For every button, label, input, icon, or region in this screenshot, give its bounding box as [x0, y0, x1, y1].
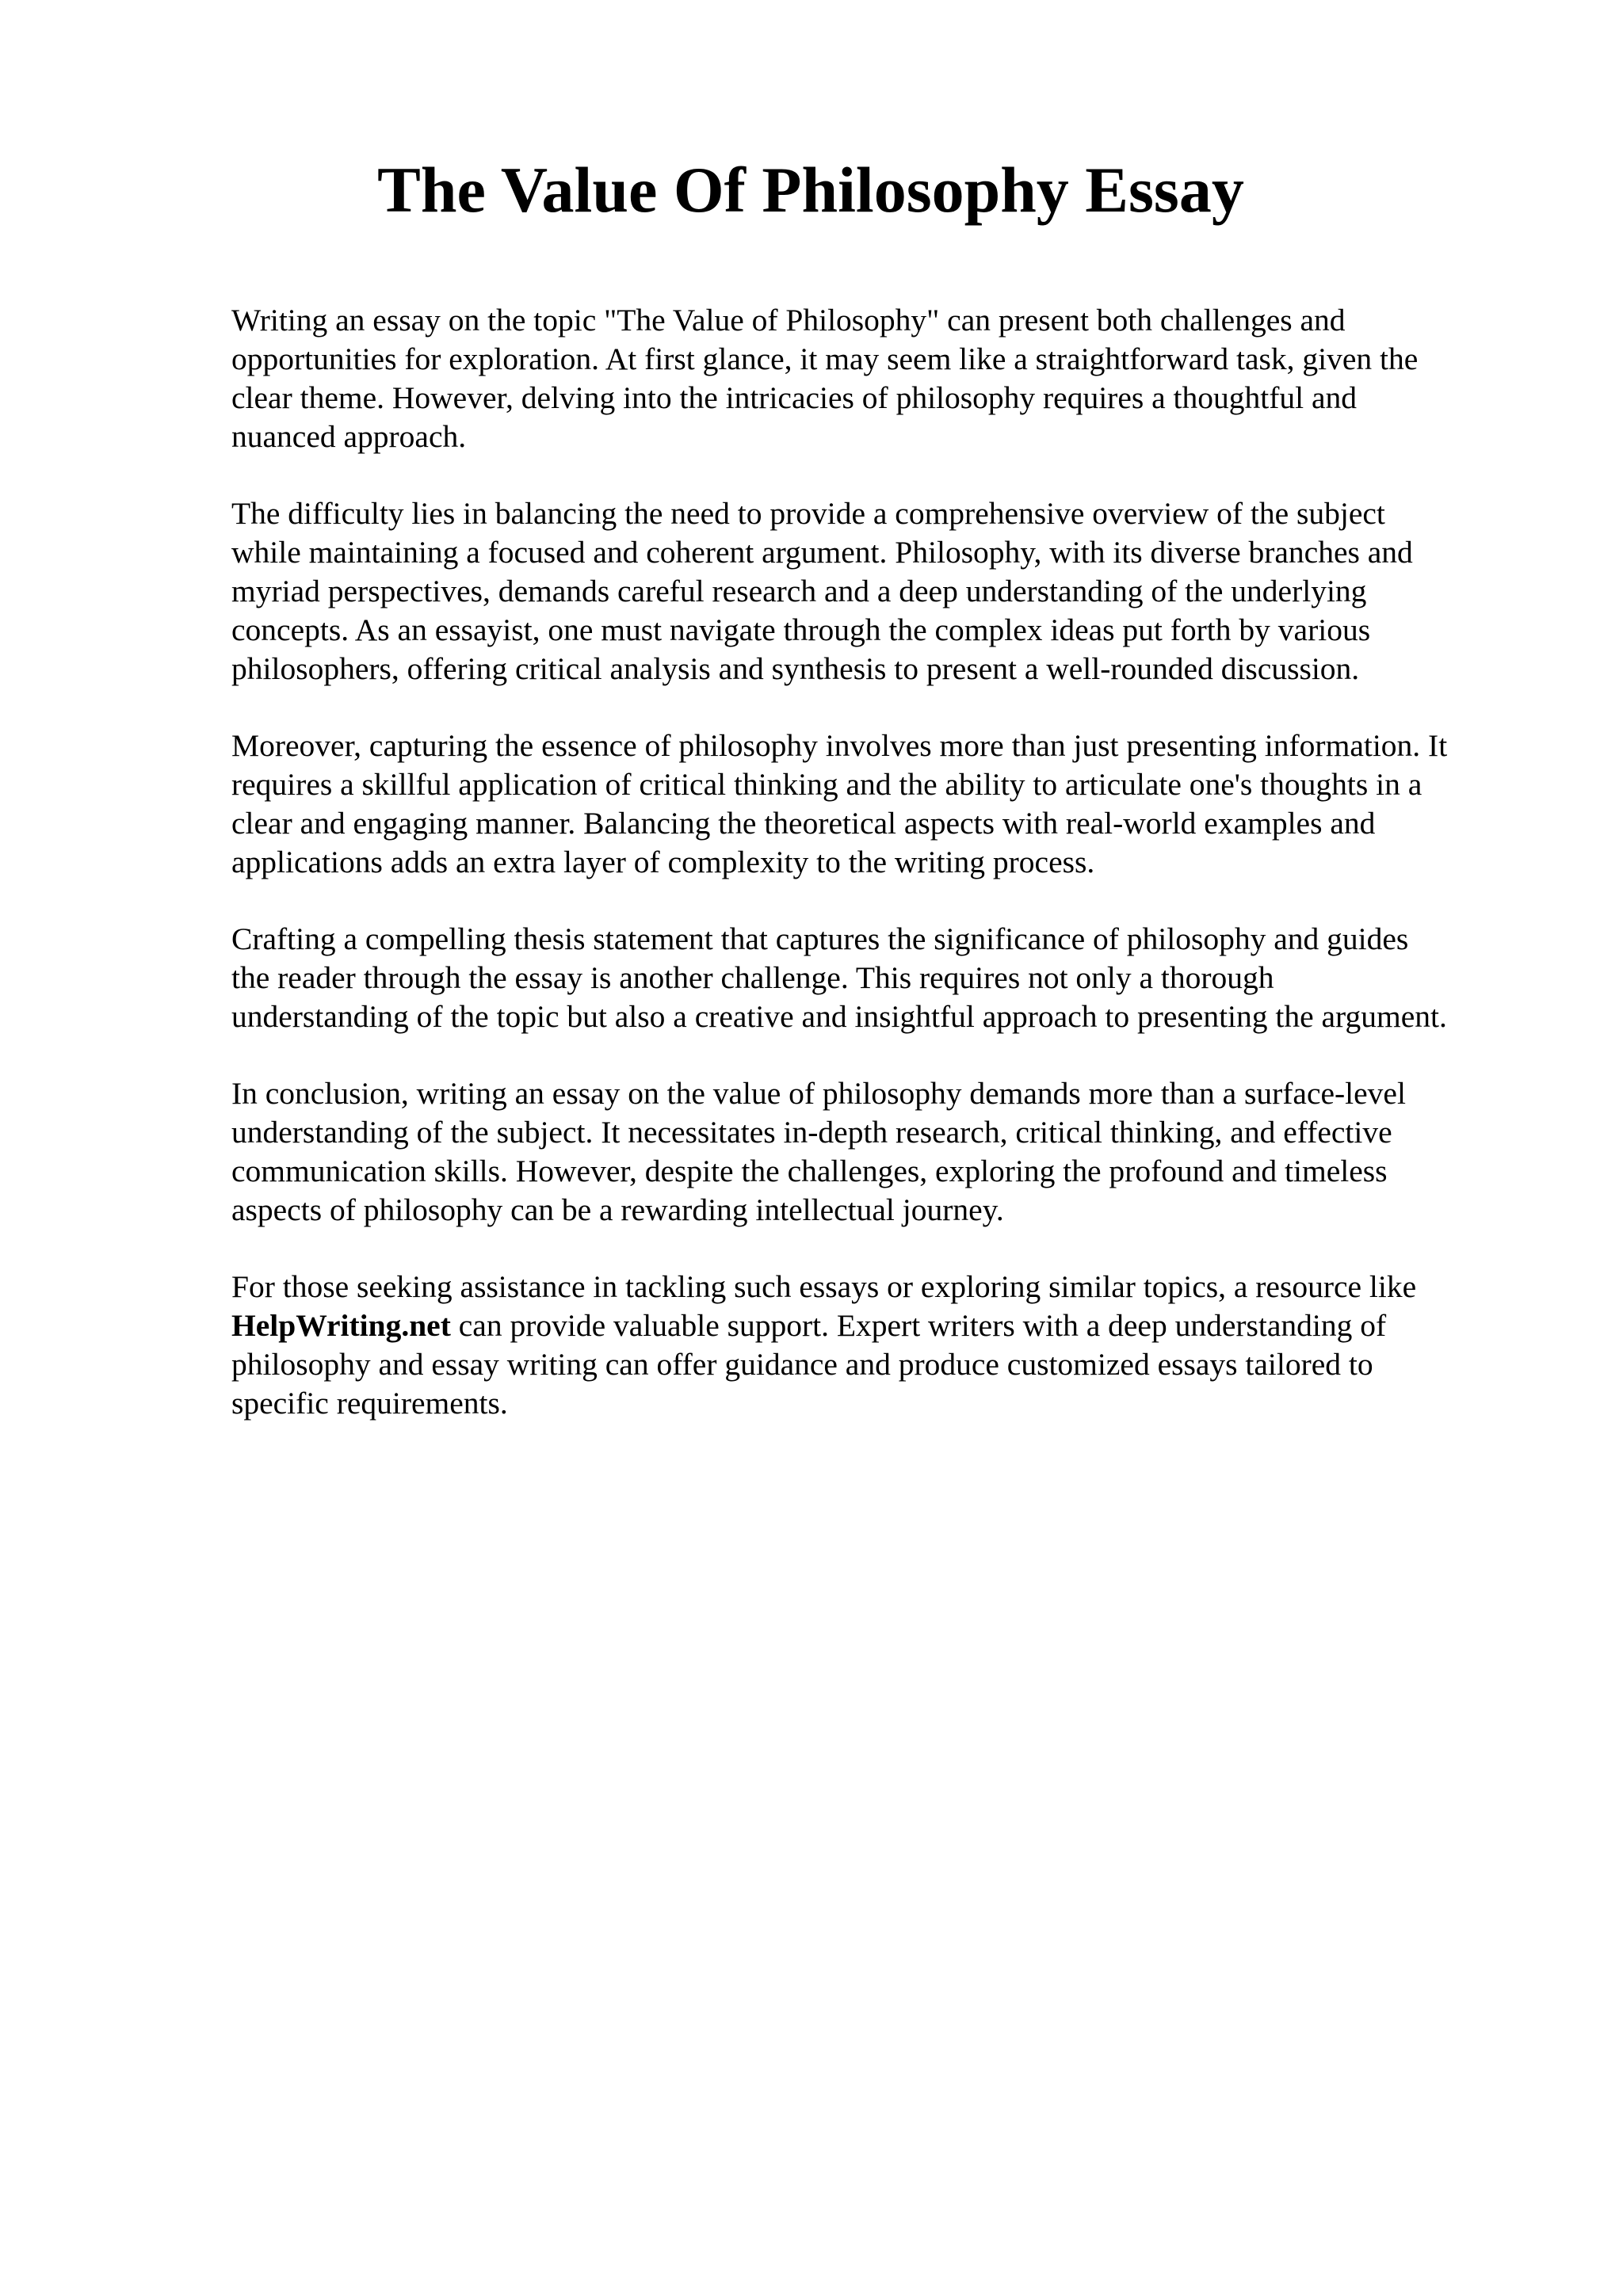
paragraph-line: applications adds an extra layer of complexity to the writing process. [231, 845, 1095, 879]
paragraph-line: Moreover, capturing the essence of philosophy involves more than just presenting information. It [231, 728, 1448, 763]
paragraph-line-rest: can provide valuable support. Expert writers with a deep understanding of [450, 1308, 1387, 1343]
paragraph-line: philosophy and essay writing can offer guidance and produce customized essays tailored to [231, 1347, 1373, 1382]
paragraph-line: Crafting a compelling thesis statement that captures the significance of philosophy and guides [231, 921, 1409, 956]
paragraph-line: myriad perspectives, demands careful research and a deep understanding of the underlying [231, 574, 1367, 608]
paragraph-line: In conclusion, writing an essay on the value of philosophy demands more than a surface-level [231, 1076, 1406, 1111]
paragraph-line: while maintaining a focused and coherent argument. Philosophy, with its diverse branches and [231, 535, 1413, 570]
paragraph-line: understanding of the subject. It necessitates in-depth research, critical thinking, and effective [231, 1115, 1392, 1150]
paragraph-line-with-brand [231, 1306, 1515, 1345]
paragraph-1 [231, 301, 1515, 456]
paragraph-line: The difficulty lies in balancing the need to provide a comprehensive overview of the subject [231, 496, 1385, 531]
paragraph-2 [231, 494, 1515, 688]
paragraph-3 [231, 727, 1515, 882]
paragraph-line: philosophers, offering critical analysis and synthesis to present a well-rounded discussion. [231, 651, 1360, 686]
paragraph-line: Writing an essay on the topic "The Value of Philosophy" can present both challenges and [231, 303, 1346, 338]
paragraph-line: opportunities for exploration. At first glance, it may seem like a straightforward task, given the [231, 341, 1419, 376]
paragraph-line: nuanced approach. [231, 419, 467, 454]
paragraph-line: understanding of the topic but also a creative and insightful approach to presenting the argument. [231, 999, 1447, 1034]
paragraph-4 [231, 920, 1515, 1036]
document-title: The Value Of Philosophy Essay [377, 154, 1244, 226]
paragraph-line: For those seeking assistance in tackling such essays or exploring similar topics, a resource like [231, 1269, 1417, 1304]
paragraph-5 [231, 1074, 1515, 1230]
document-body [231, 301, 1515, 1461]
paragraph-line: the reader through the essay is another challenge. This requires not only a thorough [231, 960, 1274, 995]
paragraph-line: clear and engaging manner. Balancing the theoretical aspects with real-world examples and [231, 806, 1376, 841]
paragraph-line: clear theme. However, delving into the intricacies of philosophy requires a thoughtful and [231, 380, 1357, 415]
paragraph-line: specific requirements. [231, 1386, 508, 1421]
paragraph-6 [231, 1268, 1515, 1423]
paragraph-line: concepts. As an essayist, one must navigate through the complex ideas put forth by various [231, 612, 1371, 647]
paragraph-line: communication skills. However, despite the challenges, exploring the profound and timeless [231, 1154, 1388, 1188]
paragraph-line: aspects of philosophy can be a rewarding intellectual journey. [231, 1192, 1004, 1227]
brand-name: HelpWriting.net [231, 1308, 451, 1343]
paragraph-line: requires a skillful application of critical thinking and the ability to articulate one's thoughts in a [231, 767, 1423, 802]
